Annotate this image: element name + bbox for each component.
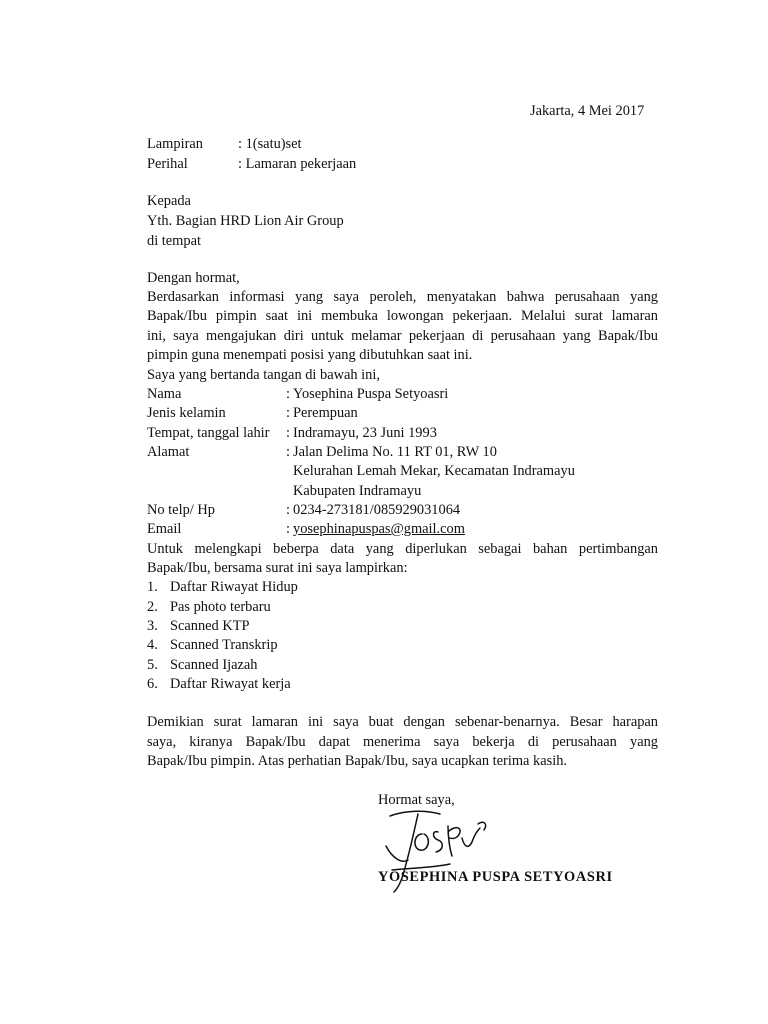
birth-label: Tempat, tanggal lahir <box>147 425 270 441</box>
gender-value: Perempuan <box>293 405 358 421</box>
recipient-line: di tempat <box>147 233 201 249</box>
colon: : <box>286 502 290 518</box>
intro-paragraph-line: Berdasarkan informasi yang saya peroleh, menyatakan bahwa perusahaan yang <box>147 289 658 305</box>
intro-paragraph-line: ini, saya mengajukan diri untuk melamar pekerjaan di perusahaan yang Bapak/Ibu <box>147 328 658 344</box>
attachment-item: Daftar Riwayat kerja <box>170 676 291 692</box>
colon: : <box>286 521 290 537</box>
recipient-line: Yth. Bagian HRD Lion Air Group <box>147 213 344 229</box>
address-line: Jalan Delima No. 11 RT 01, RW 10 <box>293 444 497 460</box>
attachment-number: 4. <box>147 637 158 653</box>
name-value: Yosephina Puspa Setyoasri <box>293 386 449 402</box>
attachment-item: Scanned Transkrip <box>170 637 278 653</box>
colon: : <box>286 444 290 460</box>
colon: : <box>286 425 290 441</box>
attachment-item: Pas photo terbaru <box>170 599 271 615</box>
phone-label: No telp/ Hp <box>147 502 215 518</box>
greeting: Dengan hormat, <box>147 270 240 286</box>
colon: : <box>286 405 290 421</box>
attachment-item: Daftar Riwayat Hidup <box>170 579 298 595</box>
gender-label: Jenis kelamin <box>147 405 226 421</box>
lampiran-label: Lampiran <box>147 136 203 152</box>
attachment-number: 6. <box>147 676 158 692</box>
closing-paragraph-line: Bapak/Ibu pimpin. Atas perhatian Bapak/Ibu, saya ucapkan terima kasih. <box>147 753 568 769</box>
attachment-number: 1. <box>147 579 158 595</box>
recipient-line: Kepada <box>147 193 191 209</box>
email-label: Email <box>147 521 182 537</box>
name-label: Nama <box>147 386 182 402</box>
attach-paragraph-line: Bapak/Ibu, bersama surat ini saya lampirkan: <box>147 560 408 576</box>
signer-name: YOSEPHINA PUSPA SETYOASRI <box>378 869 613 885</box>
intro-paragraph-line: Bapak/Ibu pimpin saat ini membuka lowongan pekerjaan. Melalui surat lamaran <box>147 308 658 324</box>
email-link[interactable]: yosephinapuspas@gmail.com <box>293 521 465 537</box>
attachment-number: 3. <box>147 618 158 634</box>
closing-paragraph-line: Demikian surat lamaran ini saya buat dengan sebenar-benarnya. Besar harapan <box>147 714 658 730</box>
lampiran-value: : 1(satu)set <box>238 136 302 152</box>
phone-value: 0234-273181/085929031064 <box>293 502 461 518</box>
address-line: Kabupaten Indramayu <box>293 483 422 499</box>
attachment-item: Scanned KTP <box>170 618 250 634</box>
attachment-item: Scanned Ijazah <box>170 657 258 673</box>
perihal-value: : Lamaran pekerjaan <box>238 156 357 172</box>
address-line: Kelurahan Lemah Mekar, Kecamatan Indramayu <box>293 463 575 479</box>
closing-paragraph-line: saya, kiranya Bapak/Ibu dapat menerima saya bekerja di perusahaan yang <box>147 734 658 750</box>
address-label: Alamat <box>147 444 190 460</box>
colon: : <box>286 386 290 402</box>
perihal-label: Perihal <box>147 156 188 172</box>
attachment-number: 5. <box>147 657 158 673</box>
signed-intro: Saya yang bertanda tangan di bawah ini, <box>147 367 380 383</box>
letter-date: Jakarta, 4 Mei 2017 <box>530 103 645 119</box>
attachment-number: 2. <box>147 599 158 615</box>
regards: Hormat saya, <box>378 792 455 808</box>
attach-paragraph-line: Untuk melengkapi beberpa data yang diperlukan sebagai bahan pertimbangan <box>147 541 658 557</box>
intro-paragraph-line: pimpin guna menempati posisi yang dibutuhkan saat ini. <box>147 347 473 363</box>
birth-value: Indramayu, 23 Juni 1993 <box>293 425 437 441</box>
